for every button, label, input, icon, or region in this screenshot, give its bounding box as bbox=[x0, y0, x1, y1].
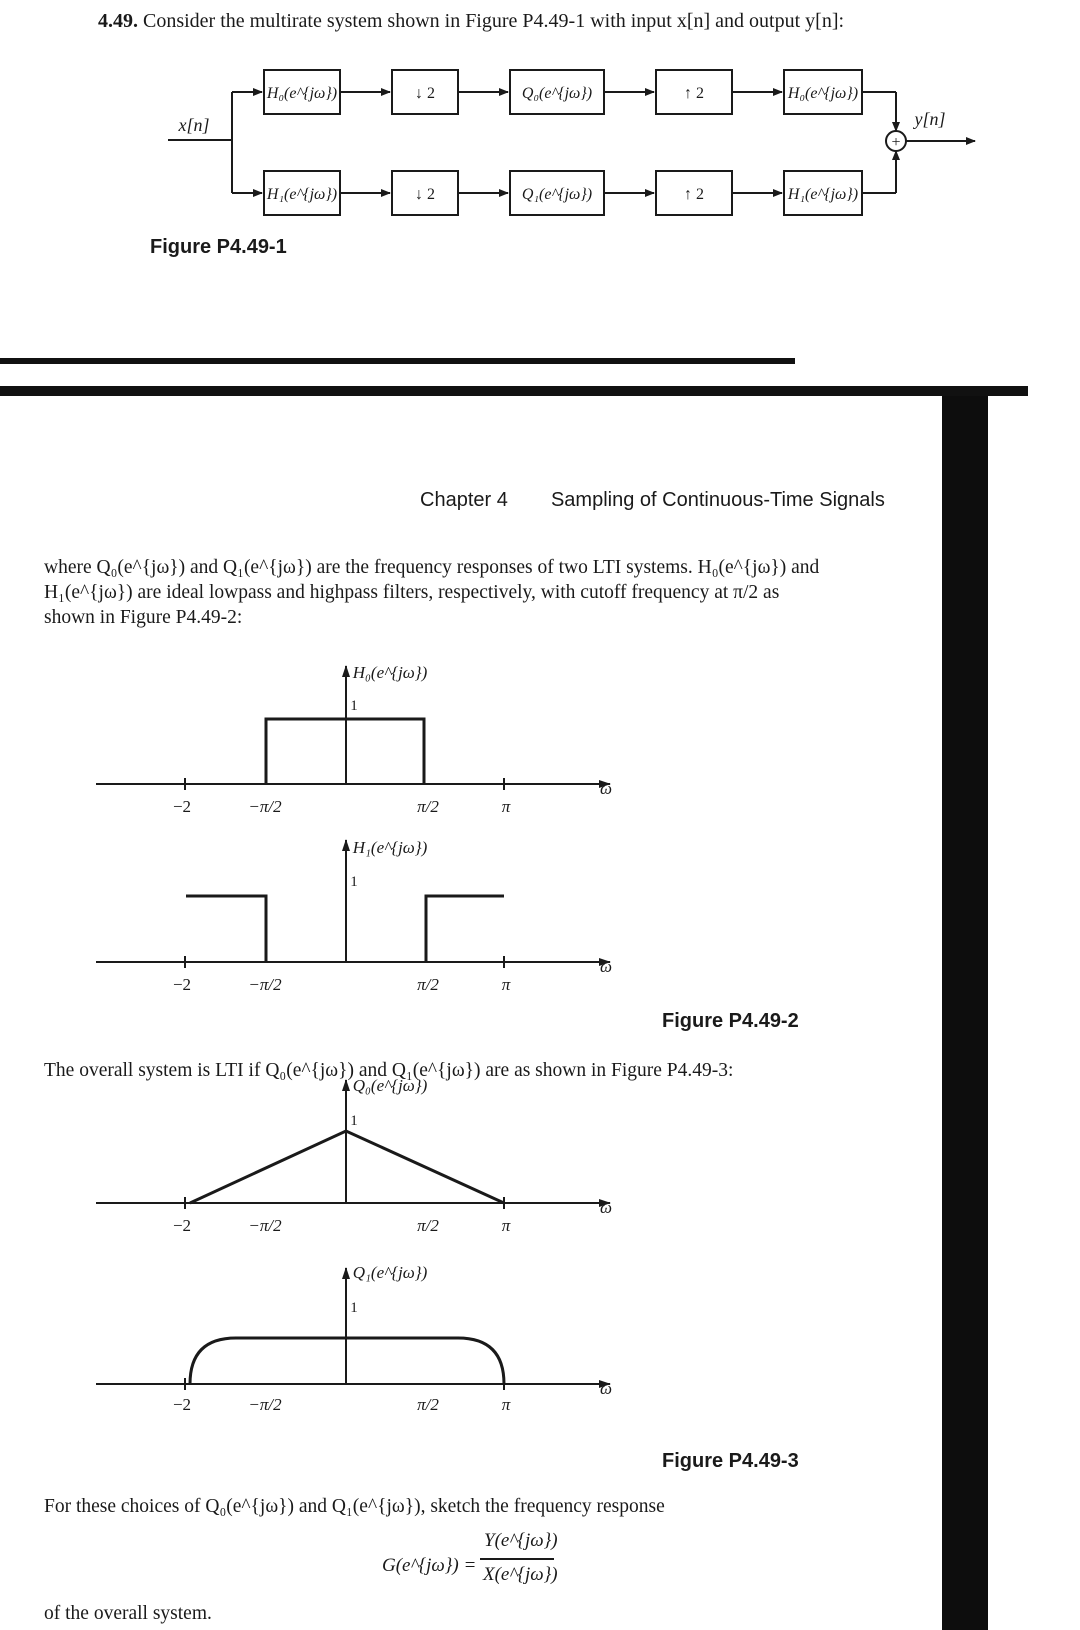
tick-label: −π/2 bbox=[248, 797, 282, 816]
q1-plot-label: Q₁(e^{jω}) bbox=[352, 1263, 428, 1282]
block-label: H₀(e^{jω}) bbox=[787, 85, 859, 102]
axis-label: ω bbox=[599, 1198, 613, 1217]
tick-label: π bbox=[501, 1395, 511, 1414]
running-header bbox=[420, 489, 885, 512]
block-label: Q₁(e^{jω}) bbox=[521, 186, 593, 203]
block-label: ↓ 2 bbox=[415, 85, 435, 102]
block-label: H₁(e^{jω}) bbox=[787, 186, 859, 203]
tick-label: −2 bbox=[172, 975, 192, 994]
block-diagram bbox=[0, 0, 1080, 340]
q1-peak-label: 1 bbox=[350, 1300, 358, 1316]
paragraph-line: H₁(e^{jω}) are ideal lowpass and highpass filters, respectively, with cutoff frequency at π/2 as bbox=[44, 582, 780, 603]
tick-label: π bbox=[501, 1216, 511, 1235]
h1-peak-label: 1 bbox=[350, 874, 358, 890]
tick-label: π/2 bbox=[417, 975, 439, 994]
page-edge-top bbox=[0, 386, 1028, 396]
q0-plot-label: Q₀(e^{jω}) bbox=[352, 1076, 428, 1095]
tick-label: −2 bbox=[172, 797, 192, 816]
q0-peak-label: 1 bbox=[350, 1113, 358, 1129]
h1-response-left bbox=[186, 896, 266, 962]
tick-label: π/2 bbox=[417, 797, 439, 816]
axis-label: ω bbox=[599, 779, 613, 798]
problem-number: 4.49. bbox=[98, 10, 138, 32]
chapter-label: Chapter 4 bbox=[420, 489, 508, 511]
tick-label: π/2 bbox=[417, 1395, 439, 1414]
tick-label: π/2 bbox=[417, 1216, 439, 1235]
tick-label: −π/2 bbox=[248, 975, 282, 994]
output-label: y[n] bbox=[914, 109, 946, 129]
paragraph-line: shown in Figure P4.49-2: bbox=[44, 607, 243, 628]
choices-text: For these choices of Q₀(e^{jω}) and Q₁(e^{jω}), sketch the frequency response bbox=[44, 1496, 665, 1517]
page-divider bbox=[0, 358, 795, 364]
paragraph-line: where Q₀(e^{jω}) and Q₁(e^{jω}) are the frequency responses of two LTI systems. H₀(e^{jω}) and bbox=[44, 557, 820, 578]
overall-lti-text: The overall system is LTI if Q₀(e^{jω}) and Q₁(e^{jω}) are as shown in Figure P4.49-3: bbox=[44, 1060, 734, 1081]
adder-label: + bbox=[891, 134, 901, 151]
block-label: ↓ 2 bbox=[415, 186, 435, 203]
figure1-caption: Figure P4.49-1 bbox=[150, 236, 287, 258]
chapter-title: Sampling of Continuous-Time Signals bbox=[550, 489, 885, 511]
input-label: x[n] bbox=[178, 115, 210, 135]
equation-numerator: Y(e^{jω}) bbox=[484, 1530, 558, 1551]
tick-label: −π/2 bbox=[248, 1216, 282, 1235]
block-label: H₀(e^{jω}) bbox=[266, 85, 338, 102]
problem-intro-text: Consider the multirate system shown in Figure P4.49-1 with input x[n] and output y[n]: bbox=[143, 10, 845, 32]
equation-denominator: X(e^{jω}) bbox=[483, 1564, 558, 1585]
block-label: ↑ 2 bbox=[684, 186, 704, 203]
page-edge-right bbox=[942, 396, 988, 1630]
figure2-caption: Figure P4.49-2 bbox=[662, 1010, 799, 1032]
axis-label: ω bbox=[599, 957, 613, 976]
axis-label: ω bbox=[599, 1379, 613, 1398]
tick-label: π bbox=[501, 797, 511, 816]
frequency-plots bbox=[0, 640, 940, 1420]
fraction-bar bbox=[480, 1558, 554, 1560]
h0-peak-label: 1 bbox=[350, 698, 358, 714]
h0-plot-label: H₀(e^{jω}) bbox=[352, 663, 428, 682]
closing-text: of the overall system. bbox=[44, 1603, 212, 1624]
tick-label: −2 bbox=[172, 1395, 192, 1414]
block-label: ↑ 2 bbox=[684, 85, 704, 102]
tick-label: π bbox=[501, 975, 511, 994]
h1-response-right bbox=[426, 896, 504, 962]
figure3-caption: Figure P4.49-3 bbox=[662, 1450, 799, 1472]
tick-label: −2 bbox=[172, 1216, 192, 1235]
tick-label: −π/2 bbox=[248, 1395, 282, 1414]
h1-plot-label: H₁(e^{jω}) bbox=[352, 838, 428, 857]
equation-lhs: G(e^{jω}) = bbox=[382, 1555, 477, 1576]
block-label: Q₀(e^{jω}) bbox=[521, 85, 593, 102]
block-label: H₁(e^{jω}) bbox=[266, 186, 338, 203]
